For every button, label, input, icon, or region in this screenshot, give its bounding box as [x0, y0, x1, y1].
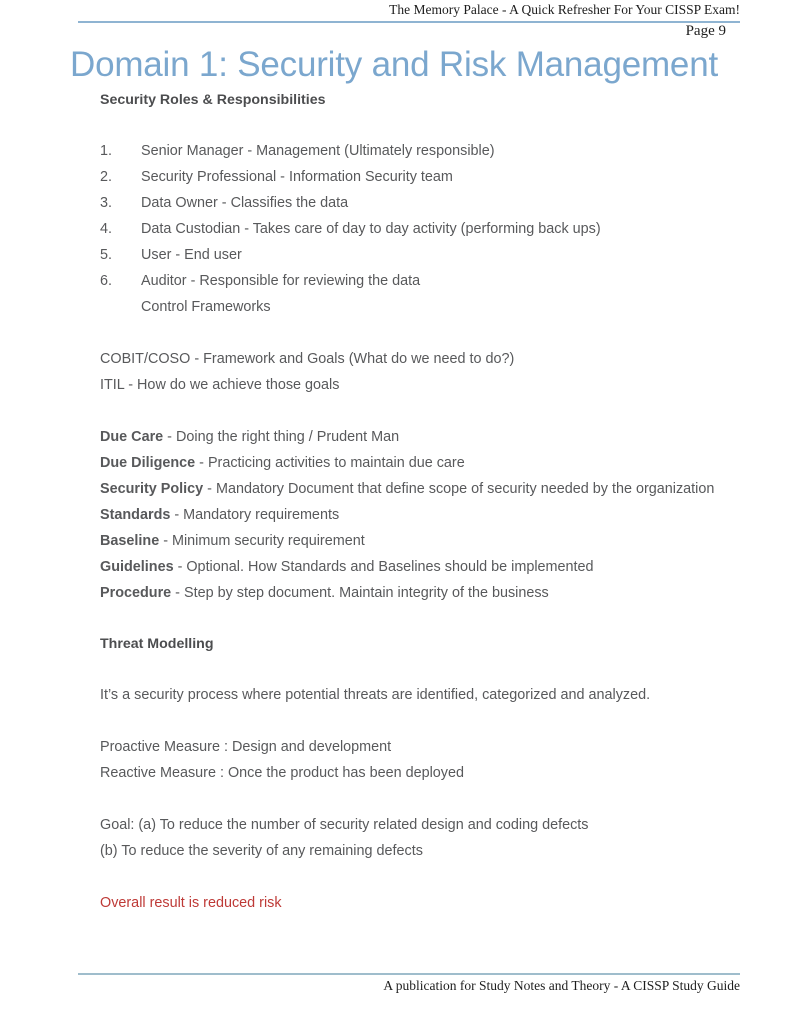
list-item-number: 2. [100, 169, 113, 185]
list-item-text: Security Professional - Information Security team [141, 169, 453, 185]
definition-term: Due Diligence [100, 455, 196, 471]
definition-description: - Minimum security requirement [159, 533, 365, 549]
page-footer [0, 964, 791, 1024]
list-item [100, 242, 740, 268]
footer-text: A publication for Study Notes and Theory - A CISSP Study Guide [383, 978, 740, 993]
definition-description: - Optional. How Standards and Baselines should be implemented [173, 559, 594, 575]
spacer [100, 606, 740, 632]
definition-term: Standards [100, 507, 171, 523]
list-item-number: 6. [100, 273, 113, 289]
spacer [100, 708, 740, 734]
page-title: Domain 1: Security and Risk Management [70, 45, 718, 84]
list-item-number: 5. [100, 247, 113, 263]
goals-block [100, 812, 740, 864]
definition-line [100, 502, 740, 528]
measure-line: Proactive Measure : Design and development [100, 739, 392, 755]
spacer [100, 656, 740, 682]
list-item-text: User - End user [141, 247, 242, 263]
goal-line: (b) To reduce the severity of any remaining defects [100, 843, 423, 859]
definition-term: Due Care [100, 429, 164, 445]
section-heading-threat-modelling: Threat Modelling [100, 636, 214, 652]
section-heading-roles: Security Roles & Responsibilities [100, 92, 326, 108]
definition-description: - Mandatory requirements [170, 507, 340, 523]
definition-term: Guidelines [100, 559, 174, 575]
threat-modelling-intro: It’s a security process where potential threats are identified, categorized and analyzed. [100, 687, 651, 703]
spacer [100, 786, 740, 812]
definition-line [100, 476, 740, 502]
definition-description: - Practicing activities to maintain due care [195, 455, 465, 471]
goal-line: Goal: (a) To reduce the number of security related design and coding defects [100, 817, 589, 833]
spacer [100, 864, 740, 890]
list-item [100, 190, 740, 216]
list-item-number: 3. [100, 195, 113, 211]
definition-description: - Doing the right thing / Prudent Man [163, 429, 400, 445]
control-frameworks-label: Control Frameworks [141, 299, 271, 315]
page-number: Page 9 [685, 23, 726, 39]
security-roles-list [100, 138, 740, 294]
list-item-number: 1. [100, 143, 113, 159]
framework-line: ITIL - How do we achieve those goals [100, 377, 340, 393]
definitions-block [100, 424, 740, 606]
definition-description: - Step by step document. Maintain integrity of the business [171, 585, 549, 601]
framework-line: COBIT/COSO - Framework and Goals (What do we need to do?) [100, 351, 515, 367]
definition-description: - Mandatory Document that define scope of security needed by the organization [203, 481, 715, 497]
list-item-number: 4. [100, 221, 113, 237]
footer-divider [78, 973, 740, 975]
measures-block [100, 734, 740, 786]
definition-line [100, 554, 740, 580]
definition-line [100, 580, 740, 606]
list-item-text: Auditor - Responsible for reviewing the data [141, 273, 421, 289]
spacer [100, 320, 740, 346]
list-item [100, 138, 740, 164]
definition-term: Baseline [100, 533, 160, 549]
document-body [100, 88, 740, 916]
list-item-text: Senior Manager - Management (Ultimately responsible) [141, 143, 495, 159]
list-item [100, 164, 740, 190]
list-item-text: Data Owner - Classifies the data [141, 195, 349, 211]
definition-term: Security Policy [100, 481, 204, 497]
spacer [100, 112, 740, 138]
list-item-text: Data Custodian - Takes care of day to day activity (performing back ups) [141, 221, 601, 237]
page-header [0, 0, 791, 40]
definition-line [100, 528, 740, 554]
spacer [100, 398, 740, 424]
definition-line [100, 450, 740, 476]
overall-result-note: Overall result is reduced risk [100, 895, 282, 911]
measure-line: Reactive Measure : Once the product has been deployed [100, 765, 464, 781]
header-title: The Memory Palace - A Quick Refresher For Your CISSP Exam! [389, 2, 740, 17]
list-item [100, 216, 740, 242]
definition-term: Procedure [100, 585, 172, 601]
definition-line [100, 424, 740, 450]
control-frameworks-block [100, 346, 740, 398]
list-item [100, 268, 740, 294]
